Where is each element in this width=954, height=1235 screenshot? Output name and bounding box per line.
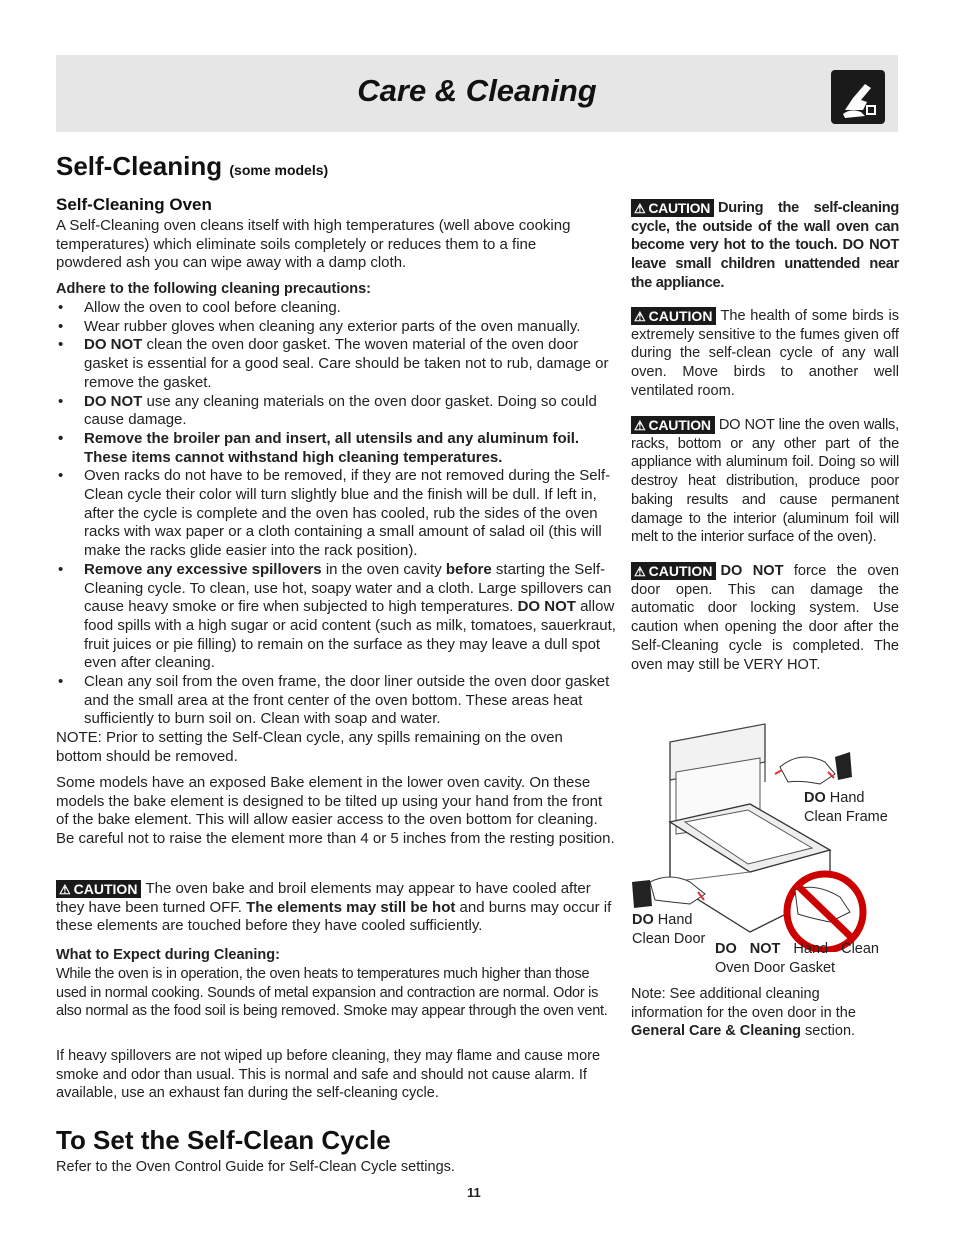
- precautions-heading: Adhere to the following cleaning precautions:: [56, 281, 371, 297]
- set-cycle-text: Refer to the Oven Control Guide for Self-Clean Cycle settings.: [56, 1159, 455, 1175]
- label-gasket: DO NOT Hand Clean Oven Door Gasket: [715, 941, 879, 976]
- caution-door: ⚠ CAUTION DO NOT force the oven door open. This can damage the automatic door locking system. Use caution when opening the door after the Self-Cleaning cycle is completed. The oven may still be VERY HOT.: [631, 563, 899, 673]
- caution-badge: ⚠ CAUTION: [631, 416, 715, 434]
- label-frame: DO Hand Clean Frame: [804, 790, 888, 825]
- hand-cleaning-icon: [831, 70, 885, 124]
- list-item: • DO NOT use any cleaning materials on the oven door gasket. Doing so could cause damage.: [56, 393, 618, 430]
- caution-hot-surface: ⚠ CAUTION During the self-cleaning cycle, the outside of the wall oven can become very hot to the touch. DO NOT leave small children unattended near the appliance.: [631, 200, 899, 291]
- warning-icon: ⚠: [634, 201, 646, 217]
- note-text: NOTE: Prior to setting the Self-Clean cycle, any spills remaining on the oven bottom should be removed.: [56, 729, 563, 765]
- warning-icon: ⚠: [59, 882, 71, 898]
- page-title: Care & Cleaning: [357, 73, 597, 108]
- list-item: • Clean any soil from the oven frame, the door liner outside the oven door gasket and the small area at the front center of the oven bottom. These areas heat sufficiently to burn soil on. Clean with soap and water.: [56, 673, 618, 729]
- warning-icon: ⚠: [634, 418, 646, 434]
- expect-heading: What to Expect during Cleaning:: [56, 947, 280, 963]
- page-header: [56, 55, 898, 132]
- warning-icon: ⚠: [634, 309, 646, 325]
- caution-badge: ⚠ CAUTION: [631, 562, 716, 580]
- oven-intro: A Self-Cleaning oven cleans itself with high temperatures (well above cooking temperatures) which eliminate soils completely or reduces them to a fine powdered ash you can wipe away with a damp cloth.: [56, 217, 571, 272]
- footnote: Note: See additional cleaning information for the oven door in the General Care & Cleaning section.: [631, 986, 856, 1040]
- list-item: • Remove the broiler pan and insert, all utensils and any aluminum foil. These items cannot withstand high cleaning temperatures.: [56, 430, 618, 467]
- expect-text: While the oven is in operation, the oven heats to temperatures much higher than those used in normal cooking. Sounds of metal expansion and contraction are normal. Odor is also normal as the food soil is being removed. Smoke may appear through the oven vent.: [56, 966, 608, 1020]
- page-number: 11: [467, 1185, 481, 1200]
- caution-badge: ⚠ CAUTION: [56, 880, 141, 898]
- spillover-text: If heavy spillovers are not wiped up before cleaning, they may flame and cause more smoke and odor than usual. This is normal and safe and should not cause alarm. If available, use an exhaust fan during the self-cleaning cycle.: [56, 1048, 601, 1102]
- warning-icon: ⚠: [634, 564, 646, 580]
- element-caution: ⚠ CAUTION The oven bake and broil elements may appear to have cooled after they have been turned OFF. The elements may still be hot and burns may occur if these elements are touched before they have cooled sufficiently.: [56, 880, 612, 935]
- set-cycle-heading: To Set the Self-Clean Cycle: [56, 1125, 391, 1155]
- section-subtitle: (some models): [229, 162, 329, 178]
- list-item: • Allow the oven to cool before cleaning.: [56, 299, 618, 318]
- oven-heading: Self-Cleaning Oven: [56, 195, 212, 214]
- caution-badge: ⚠ CAUTION: [631, 199, 714, 217]
- list-item: • Oven racks do not have to be removed, if they are not removed during the Self-Clean cycle their color will turn slightly blue and the finish will be dull. If left in, after the cycle is complete and the oven has cooled, rub the sides of the oven racks with wax paper or a cloth containing a small amount of salad oil (this will make the racks glide easier into the rack position).: [56, 467, 618, 561]
- caution-foil: ⚠ CAUTION DO NOT line the oven walls, racks, bottom or any other part of the appliance with aluminum foil. Doing so will destroy heat distribution, produce poor baking results and cause permanent damage to the interior (aluminum foil will melt to the interior surface of the oven).: [631, 417, 899, 546]
- bake-element-text: Some models have an exposed Bake element in the lower oven cavity. On these models the bake element is designed to be tilted up using your hand from the front of the bake element. This will allow easier access to the oven bottom for cleaning. Be careful not to raise the element more than 4 or 5 inches from the resting position.: [56, 774, 615, 848]
- precautions-list: [56, 299, 618, 729]
- caution-birds: ⚠ CAUTION The health of some birds is extremely sensitive to the fumes given off during the self-clean cycle of any wall oven. Move birds to another well ventilated room.: [631, 308, 899, 399]
- section-title: Self-Cleaning (some models): [56, 151, 329, 181]
- list-item: • Wear rubber gloves when cleaning any exterior parts of the oven manually.: [56, 318, 618, 337]
- label-door: DO Hand Clean Door: [632, 912, 706, 947]
- list-item: • Remove any excessive spillovers in the oven cavity before starting the Self-Cleaning cycle. To clean, use hot, soapy water and a cloth. Large spillovers can cause heavy smoke or fire when subjected to high temperatures. DO NOT allow food spills with a high sugar or acid content (such as milk, tomatoes, sauerkraut, fruit juices or pie filling) to remain on the surface as they may leave a dull spot even after cleaning.: [56, 561, 618, 673]
- caution-badge: ⚠ CAUTION: [631, 307, 716, 325]
- list-item: • DO NOT clean the oven door gasket. The woven material of the oven door gasket is essential for a good seal. Care should be taken not to rub, damage or remove the gasket.: [56, 336, 618, 392]
